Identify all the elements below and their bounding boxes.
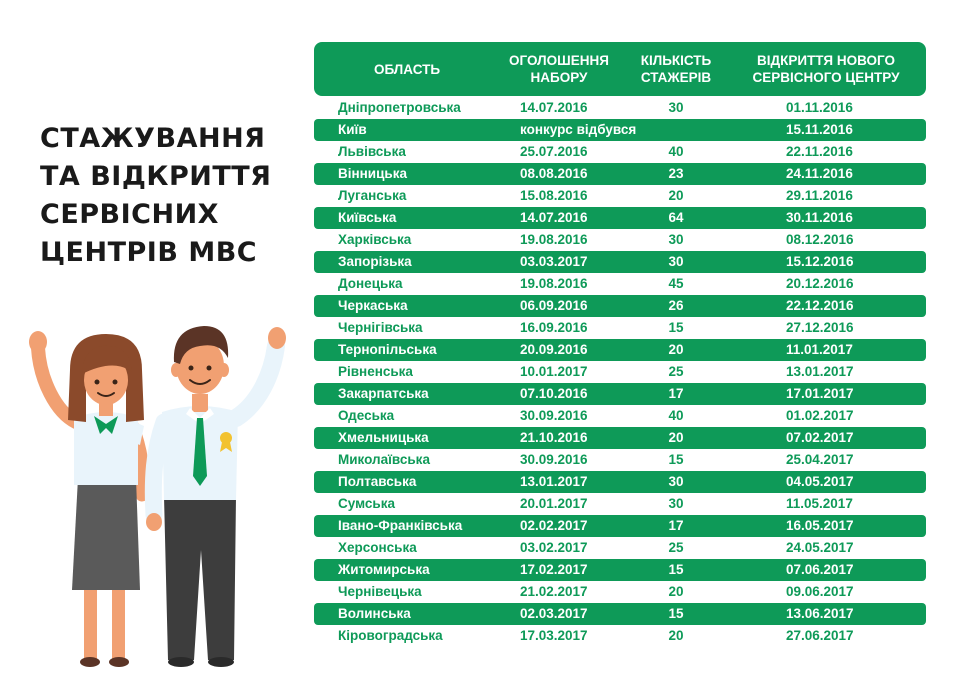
announcement-cell: 14.07.2016 bbox=[520, 210, 588, 225]
opening-cell: 24.05.2017 bbox=[786, 540, 854, 555]
announcement-cell: 30.09.2016 bbox=[520, 408, 588, 423]
opening-cell: 16.05.2017 bbox=[786, 518, 854, 533]
announcement-cell: 17.02.2017 bbox=[520, 562, 588, 577]
announcement-cell: 07.10.2016 bbox=[520, 386, 588, 401]
announcement-cell: 21.02.2017 bbox=[520, 584, 588, 599]
count-cell: 30 bbox=[668, 496, 684, 511]
table-row bbox=[314, 119, 926, 141]
region-cell: Харківська bbox=[338, 232, 412, 247]
region-cell: Донецька bbox=[338, 276, 403, 291]
opening-cell: 07.06.2017 bbox=[786, 562, 854, 577]
count-cell: 26 bbox=[668, 298, 684, 313]
region-cell: Житомирська bbox=[338, 562, 430, 577]
page-title bbox=[40, 120, 300, 272]
table-row bbox=[314, 515, 926, 537]
people-illustration bbox=[14, 300, 304, 670]
opening-cell: 24.11.2016 bbox=[786, 166, 853, 181]
table-row bbox=[314, 625, 926, 647]
opening-cell: 30.11.2016 bbox=[786, 210, 853, 225]
region-cell: Київ bbox=[338, 122, 367, 137]
table-row bbox=[314, 603, 926, 625]
count-cell: 30 bbox=[668, 474, 684, 489]
table-header bbox=[314, 42, 926, 96]
region-cell: Тернопільська bbox=[338, 342, 437, 357]
opening-cell: 22.11.2016 bbox=[786, 144, 853, 159]
announcement-cell: конкурс відбувся bbox=[520, 122, 637, 137]
title-line: СЕРВІСНИХ bbox=[40, 199, 219, 230]
title-line: ЦЕНТРІВ МВС bbox=[40, 237, 258, 268]
table-row bbox=[314, 405, 926, 427]
count-cell: 40 bbox=[668, 408, 684, 423]
opening-cell: 25.04.2017 bbox=[786, 452, 854, 467]
announcement-cell: 10.01.2017 bbox=[520, 364, 588, 379]
opening-cell: 17.01.2017 bbox=[786, 386, 854, 401]
table-row bbox=[314, 251, 926, 273]
table-row bbox=[314, 229, 926, 251]
region-cell: Хмельницька bbox=[338, 430, 429, 445]
opening-cell: 27.06.2017 bbox=[786, 628, 854, 643]
region-cell: Львівська bbox=[338, 144, 406, 159]
opening-cell: 04.05.2017 bbox=[786, 474, 854, 489]
count-cell: 40 bbox=[668, 144, 684, 159]
opening-cell: 07.02.2017 bbox=[786, 430, 854, 445]
announcement-cell: 20.01.2017 bbox=[520, 496, 588, 511]
table-row bbox=[314, 141, 926, 163]
woman-figure bbox=[29, 331, 144, 667]
table-row bbox=[314, 339, 926, 361]
count-cell: 15 bbox=[668, 606, 684, 621]
opening-cell: 22.12.2016 bbox=[786, 298, 854, 313]
table-body bbox=[314, 97, 926, 647]
table-row bbox=[314, 97, 926, 119]
table-row bbox=[314, 471, 926, 493]
count-cell: 23 bbox=[668, 166, 684, 181]
opening-cell: 11.05.2017 bbox=[786, 496, 853, 511]
count-cell: 20 bbox=[668, 584, 684, 599]
count-cell: 17 bbox=[668, 518, 684, 533]
region-cell: Закарпатська bbox=[338, 386, 429, 401]
table-row bbox=[314, 449, 926, 471]
opening-cell: 01.11.2016 bbox=[786, 100, 853, 115]
region-cell: Полтавська bbox=[338, 474, 417, 489]
opening-cell: 13.06.2017 bbox=[786, 606, 854, 621]
opening-cell: 27.12.2016 bbox=[786, 320, 854, 335]
title-line: ТА ВІДКРИТТЯ bbox=[40, 161, 272, 192]
announcement-cell: 06.09.2016 bbox=[520, 298, 588, 313]
table-row bbox=[314, 273, 926, 295]
table-row bbox=[314, 537, 926, 559]
announcement-cell: 17.03.2017 bbox=[520, 628, 588, 643]
table-row bbox=[314, 383, 926, 405]
count-cell: 30 bbox=[668, 254, 684, 269]
table-row bbox=[314, 581, 926, 603]
region-cell: Сумська bbox=[338, 496, 395, 511]
count-cell: 25 bbox=[668, 540, 684, 555]
count-cell: 30 bbox=[668, 232, 684, 247]
opening-cell: 08.12.2016 bbox=[786, 232, 854, 247]
region-cell: Запорізька bbox=[338, 254, 412, 269]
count-cell: 20 bbox=[668, 188, 684, 203]
region-cell: Івано-Франківська bbox=[338, 518, 463, 533]
region-cell: Чернівецька bbox=[338, 584, 422, 599]
announcement-cell: 02.03.2017 bbox=[520, 606, 588, 621]
count-cell: 20 bbox=[668, 430, 684, 445]
header-region: ОБЛАСТЬ bbox=[373, 61, 441, 77]
count-cell: 64 bbox=[668, 210, 684, 225]
count-cell: 17 bbox=[668, 386, 684, 401]
table-row bbox=[314, 207, 926, 229]
announcement-cell: 30.09.2016 bbox=[520, 452, 588, 467]
announcement-cell: 21.10.2016 bbox=[520, 430, 588, 445]
announcement-cell: 19.08.2016 bbox=[520, 232, 588, 247]
announcement-cell: 08.08.2016 bbox=[520, 166, 588, 181]
opening-cell: 09.06.2017 bbox=[786, 584, 854, 599]
announcement-cell: 19.08.2016 bbox=[520, 276, 588, 291]
table-row bbox=[314, 493, 926, 515]
announcement-cell: 25.07.2016 bbox=[520, 144, 588, 159]
title-line: СТАЖУВАННЯ bbox=[40, 123, 266, 154]
header-opening: ВІДКРИТТЯ НОВОГО СЕРВІСНОГО ЦЕНТРУ bbox=[752, 53, 900, 85]
count-cell: 15 bbox=[668, 320, 684, 335]
opening-cell: 29.11.2016 bbox=[786, 188, 853, 203]
region-cell: Волинська bbox=[338, 606, 411, 621]
opening-cell: 15.12.2016 bbox=[786, 254, 854, 269]
count-cell: 30 bbox=[668, 100, 684, 115]
header-announcement: ОГОЛОШЕННЯ НАБОРУ bbox=[509, 53, 609, 85]
region-cell: Миколаївська bbox=[338, 452, 430, 467]
announcement-cell: 20.09.2016 bbox=[520, 342, 588, 357]
region-cell: Дніпропетровська bbox=[338, 100, 461, 115]
count-cell: 45 bbox=[668, 276, 684, 291]
region-cell: Київська bbox=[338, 210, 397, 225]
count-cell: 20 bbox=[668, 342, 684, 357]
region-cell: Черкаська bbox=[338, 298, 408, 313]
count-cell: 15 bbox=[668, 562, 684, 577]
announcement-cell: 14.07.2016 bbox=[520, 100, 588, 115]
count-cell: 20 bbox=[668, 628, 684, 643]
table-row bbox=[314, 361, 926, 383]
table-row bbox=[314, 295, 926, 317]
region-cell: Вінницька bbox=[338, 166, 407, 181]
announcement-cell: 16.09.2016 bbox=[520, 320, 588, 335]
announcement-cell: 03.03.2017 bbox=[520, 254, 588, 269]
opening-cell: 01.02.2017 bbox=[786, 408, 854, 423]
man-figure bbox=[146, 326, 286, 667]
region-cell: Херсонська bbox=[338, 540, 417, 555]
table-row bbox=[314, 317, 926, 339]
announcement-cell: 03.02.2017 bbox=[520, 540, 588, 555]
announcement-cell: 13.01.2017 bbox=[520, 474, 588, 489]
count-cell: 15 bbox=[668, 452, 684, 467]
header-count: КІЛЬКІСТЬ СТАЖЕРІВ bbox=[640, 53, 712, 85]
table-row bbox=[314, 185, 926, 207]
count-cell: 25 bbox=[668, 364, 684, 379]
table-row bbox=[314, 427, 926, 449]
table-row bbox=[314, 559, 926, 581]
region-cell: Кіровоградська bbox=[338, 628, 443, 643]
service-centers-table bbox=[314, 42, 926, 647]
opening-cell: 13.01.2017 bbox=[786, 364, 854, 379]
table-row bbox=[314, 163, 926, 185]
opening-cell: 15.11.2016 bbox=[786, 122, 853, 137]
region-cell: Одеська bbox=[338, 408, 395, 423]
region-cell: Чернігівська bbox=[338, 320, 423, 335]
announcement-cell: 15.08.2016 bbox=[520, 188, 588, 203]
region-cell: Рівненська bbox=[338, 364, 413, 379]
region-cell: Луганська bbox=[338, 188, 407, 203]
opening-cell: 20.12.2016 bbox=[786, 276, 854, 291]
announcement-cell: 02.02.2017 bbox=[520, 518, 588, 533]
opening-cell: 11.01.2017 bbox=[786, 342, 853, 357]
